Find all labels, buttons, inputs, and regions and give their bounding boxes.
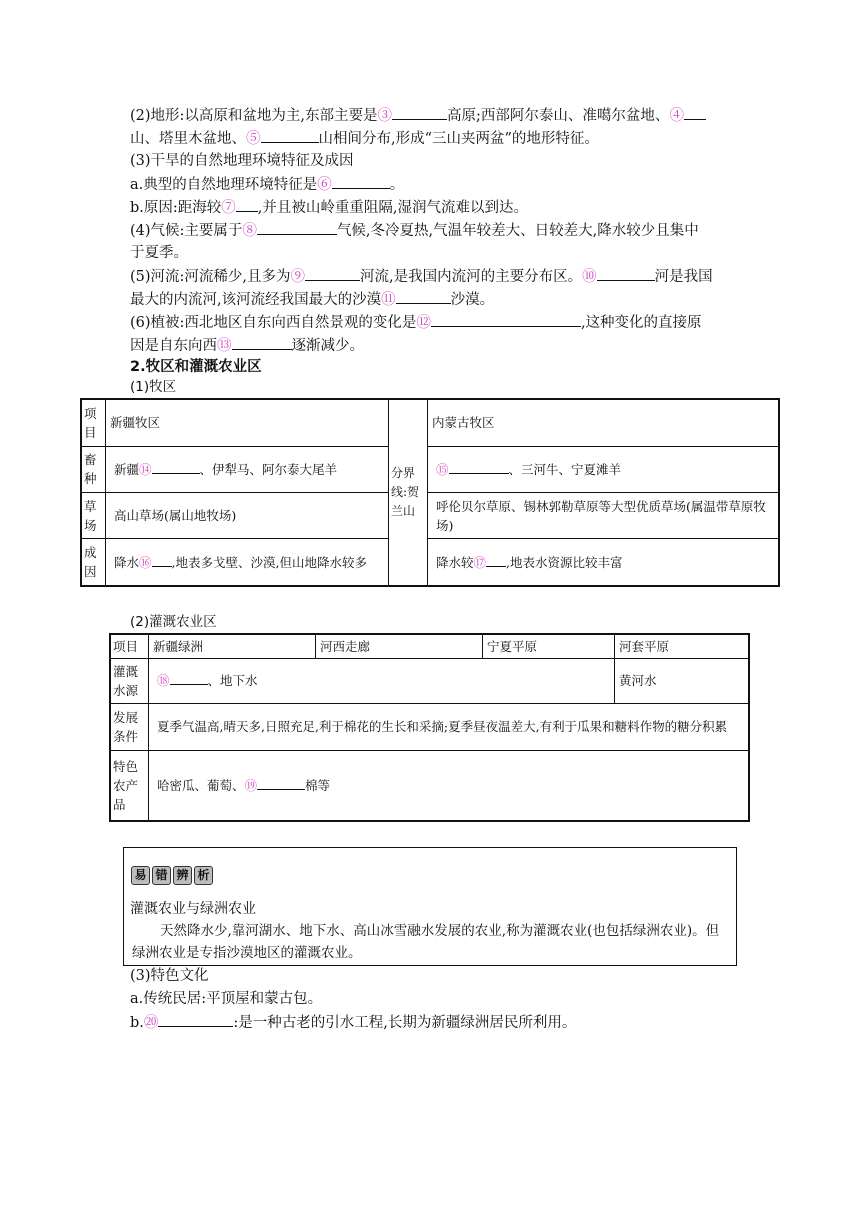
pasture-title: (1)牧区 (130, 379, 177, 395)
blank-number: ④ (669, 108, 684, 124)
arid-feature-line: a.典型的自然地理环境特征是⑥ 。 (130, 173, 404, 197)
answer-blank[interactable] (486, 553, 506, 567)
answer-blank[interactable] (305, 265, 360, 281)
xinjiang-breeds-cell: 新疆⑭ 、伊犁马、阿尔泰大尾羊 (106, 446, 389, 492)
irrigation-table (109, 633, 750, 822)
row-label-grassland: 草场 (81, 492, 106, 538)
blank-number: ⑩ (582, 269, 597, 285)
answer-blank[interactable] (449, 460, 509, 474)
answer-blank[interactable] (152, 553, 172, 567)
blank-number: ⑳ (143, 1015, 159, 1031)
header-hexi-corridor: 河西走廊 (316, 634, 483, 658)
answer-blank[interactable] (170, 671, 208, 685)
special-products-cell: 哈密瓜、葡萄、⑲ 棉等 (149, 751, 750, 821)
blank-number: ⑭ (139, 461, 152, 477)
answer-blank[interactable] (257, 776, 305, 790)
blank-number: ⑱ (157, 673, 170, 689)
vegetation-line-2: 因是自东向西⑬ 逐渐减少。 (130, 334, 364, 358)
table-row (110, 751, 749, 821)
header-item: 项目 (110, 634, 149, 658)
inner-mongolia-causes-cell: 降水较⑰ ,地表水资源比较丰富 (428, 539, 780, 586)
answer-blank[interactable] (152, 460, 200, 474)
row-label-causes: 成因 (81, 539, 106, 586)
irrigation-title: (2)灌溉农业区 (130, 614, 217, 630)
blank-number: ⑥ (317, 177, 332, 193)
section-heading: 2.牧区和灌溉农业区 (130, 359, 262, 375)
blank-number: ⑦ (221, 200, 236, 216)
table-row (110, 703, 749, 750)
answer-blank[interactable] (396, 288, 451, 304)
tag-char: 错 (152, 866, 171, 885)
blank-number: ⑨ (290, 269, 306, 285)
table-row (81, 539, 779, 586)
culture-line-b: b.⑳ :是一种古老的引水工程,长期为新疆绿洲居民所利用。 (130, 1011, 576, 1035)
topography-line-1: (2)地形:以高原和盆地为主,东部主要是③ 高原;西部阿尔泰山、准噶尔盆地、④ (130, 104, 706, 128)
blank-number: ⑫ (416, 315, 431, 331)
vegetation-line-1: (6)植被:西北地区自东向西自然景观的变化是⑫ ,这种变化的直接原 (130, 311, 702, 335)
mistake-tag-group (131, 864, 215, 885)
header-hetao-plain: 河套平原 (615, 634, 750, 658)
arid-title: (3)干旱的自然地理环境特征及成因 (130, 153, 354, 169)
answer-blank[interactable] (257, 219, 337, 235)
blank-number: ⑰ (473, 554, 487, 570)
blank-number: ⑯ (139, 554, 152, 570)
answer-blank[interactable] (392, 104, 447, 120)
table-row (110, 634, 749, 658)
xinjiang-causes-cell: 降水⑯ ,地表多戈壁、沙漠,但山地降水较多 (106, 539, 389, 586)
answer-blank[interactable] (261, 127, 319, 143)
row-label-water-source: 灌溉水源 (110, 658, 149, 703)
row-label-special-products: 特色农产品 (110, 751, 149, 821)
common-mistake-box (123, 847, 737, 966)
answer-blank[interactable] (232, 334, 292, 350)
note-heading: 灌溉农业与绿洲农业 (130, 901, 256, 917)
answer-blank[interactable] (332, 173, 390, 189)
header-inner-mongolia-pasture: 内蒙古牧区 (428, 399, 780, 446)
topography-line-2: 山、塔里木盆地、⑤ 山相间分布,形成“三山夹两盆”的地形特征。 (130, 127, 599, 151)
culture-line-a: a.传统民居:平顶屋和蒙古包。 (130, 991, 323, 1007)
row-label-conditions: 发展条件 (110, 703, 149, 750)
blank-number: ⑧ (242, 223, 257, 239)
answer-blank[interactable] (684, 104, 706, 120)
header-ningxia-plain: 宁夏平原 (483, 634, 615, 658)
note-body: 天然降水少,靠河湖水、地下水、高山冰雪融水发展的农业,称为灌溉农业(也包括绿洲农业)。但绿洲农业是专指沙漠地区的灌溉农业。 (132, 923, 720, 961)
header-xinjiang-pasture: 新疆牧区 (106, 399, 389, 446)
table-row (110, 658, 749, 703)
table-row (81, 446, 779, 492)
blank-number: ⑤ (246, 131, 261, 147)
xinjiang-grassland-cell: 高山草场(属山地牧场) (106, 492, 389, 538)
pasture-table (80, 398, 780, 587)
header-xinjiang-oasis: 新疆绿洲 (149, 634, 316, 658)
oasis-water-source-cell: ⑱ 、地下水 (149, 658, 615, 703)
climate-line-1: (4)气候:主要属于⑧ 气候,冬冷夏热,气温年较差大、日较差大,降水较少且集中 (130, 219, 699, 243)
blank-number: ⑲ (244, 778, 258, 794)
yellow-river-water-cell: 黄河水 (615, 658, 750, 703)
table-row (81, 492, 779, 538)
answer-blank[interactable] (158, 1011, 233, 1027)
rivers-line-2: 最大的内流河,该河流经我国最大的沙漠⑪ 沙漠。 (130, 288, 494, 312)
answer-blank[interactable] (236, 196, 258, 212)
blank-number: ⑪ (381, 292, 396, 308)
blank-number: ③ (377, 108, 393, 124)
culture-title: (3)特色文化 (130, 968, 209, 984)
tag-char: 析 (194, 866, 213, 885)
rivers-line-1: (5)河流:河流稀少,且多为⑨ 河流,是我国内流河的主要分布区。⑩ 河是我国 (130, 265, 713, 289)
blank-number: ⑮ (436, 461, 449, 477)
arid-reason-line: b.原因:距海较⑦ ,并且被山岭重重阻隔,湿润气流难以到达。 (130, 196, 528, 220)
table-row (81, 399, 779, 446)
inner-mongolia-grassland-cell: 呼伦贝尔草原、锡林郭勒草原等大型优质草场(属温带草原牧场) (428, 492, 780, 538)
conditions-cell: 夏季气温高,晴天多,日照充足,利于棉花的生长和采摘;夏季昼夜温差大,有利于瓜果和糖料作物的糖分积累 (149, 703, 750, 750)
row-label-breeds: 畜种 (81, 446, 106, 492)
tag-char: 易 (131, 866, 150, 885)
blank-number: ⑬ (217, 338, 232, 354)
climate-line-2: 于夏季。 (130, 245, 188, 261)
divider-helan-mountain: 分界线:贺兰山 (389, 399, 428, 586)
answer-blank[interactable] (597, 265, 655, 281)
header-item: 项目 (81, 399, 106, 446)
tag-char: 辨 (173, 866, 192, 885)
answer-blank[interactable] (431, 311, 581, 327)
inner-mongolia-breeds-cell: ⑮ 、三河牛、宁夏滩羊 (428, 446, 780, 492)
